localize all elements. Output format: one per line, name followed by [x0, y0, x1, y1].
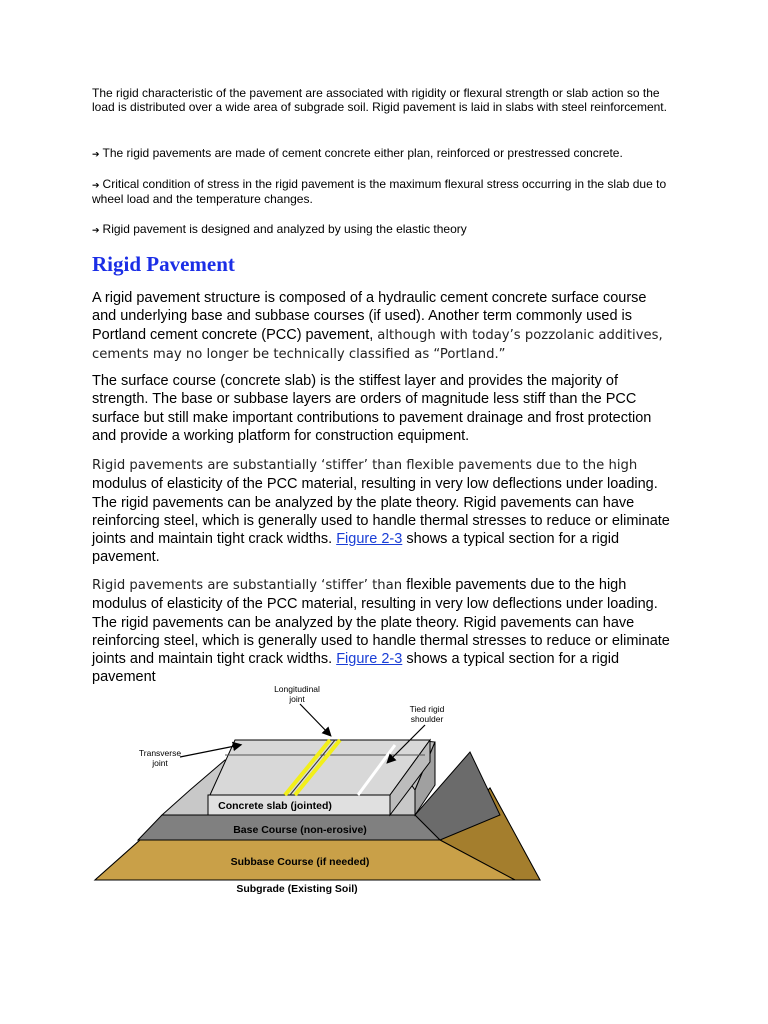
transverse-joint-label: Transverse — [138, 748, 182, 758]
paragraph-4-text-alt: Rigid pavements are substantially ‘stiffer’ than — [92, 578, 407, 593]
paragraph-3-text-end: shows a typical section for a rigid pavement. — [92, 531, 620, 566]
arrow-bullet-icon: ➔ — [92, 149, 100, 159]
tied-shoulder-label: shoulder — [410, 714, 444, 724]
tied-shoulder-label: Tied rigid — [409, 704, 445, 714]
bullet-item — [92, 146, 682, 161]
figure-link[interactable]: Figure 2-3 — [336, 651, 403, 668]
base-course-label: Base Course (non-erosive) — [233, 824, 367, 836]
paragraph-4-text-end: shows a typical section for a rigid pavement — [92, 651, 620, 686]
paragraph-3-text: modulus of elasticity of the PCC material, resulting in very low deflections under loading. The rigid pavements can be analyzed by the plate theory. Rigid pavements can have reinforcing steel, which is generally used to handle thermal stresses to reduce or eliminate joints and maintain tight crack widths. — [92, 476, 670, 548]
subbase-course-label: Subbase Course (if needed) — [230, 856, 370, 868]
bullet-item — [92, 177, 682, 206]
longitudinal-joint-label: joint — [289, 694, 305, 704]
intro-paragraph: The rigid characteristic of the pavement are associated with rigidity or flexural strength or slab action so the load is distributed over a wide area of subgrade soil. Rigid pavement is laid in slabs with steel reinforcement. — [92, 86, 667, 114]
longitudinal-joint-arrow — [300, 704, 330, 735]
paragraph-4-text: flexible pavements due to the high modulus of elasticity of the PCC material, resulting in very low deflections under loading. The rigid pavements can be analyzed by the plate theory. Rigid pavements can have reinforcing steel, which is generally used to handle thermal stresses to reduce or eliminate joints and maintain tight crack widths. — [92, 577, 670, 668]
bullet-text: Rigid pavement is designed and analyzed by using the elastic theory — [102, 222, 467, 236]
paragraph-1-text-alt: although with today’s pozzolanic additives, cements may no longer be technically classified as “Portland.” — [92, 327, 663, 362]
concrete-slab-label: Concrete slab (jointed) — [218, 800, 332, 812]
bullet-item — [92, 222, 682, 237]
paragraph-3 — [92, 456, 672, 567]
paragraph-4 — [92, 576, 672, 687]
bullet-text: Critical condition of stress in the rigid pavement is the maximum flexural stress occurring in the slab due to wheel load and the temperature changes. — [92, 177, 667, 206]
arrow-bullet-icon: ➔ — [92, 225, 100, 235]
subgrade-label: Subgrade (Existing Soil) — [236, 883, 358, 895]
paragraph-3-text-alt: Rigid pavements are substantially ‘stiffer’ than flexible pavements due to the high — [92, 458, 638, 473]
paragraph-1 — [92, 289, 672, 364]
transverse-joint-label: joint — [152, 758, 168, 768]
pavement-section-diagram — [90, 680, 560, 905]
paragraph-2: The surface course (concrete slab) is the stiffest layer and provides the majority of strength. The base or subbase layers are orders of magnitude less stiff than the PCC surface but still make important contributions to pavement drainage and frost protection and provide a working platform for construction equipment. — [92, 373, 652, 444]
figure-link[interactable]: Figure 2-3 — [336, 531, 403, 548]
paragraph-1-text: A rigid pavement structure is composed of a hydraulic cement concrete surface course and underlying base and subbase courses (if used). Another term commonly used is Portland cement concrete (PCC) pavement, — [92, 290, 647, 343]
longitudinal-joint-label: Longitudinal — [274, 684, 320, 694]
arrow-bullet-icon: ➔ — [92, 180, 100, 190]
bullet-text: The rigid pavements are made of cement concrete either plan, reinforced or prestressed concrete. — [102, 146, 623, 160]
section-heading: Rigid Pavement — [92, 252, 235, 276]
